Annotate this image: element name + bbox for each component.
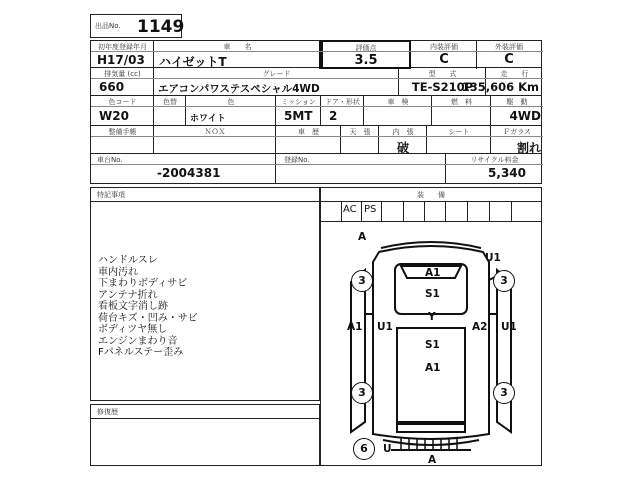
score-label: 評価点 <box>355 44 377 52</box>
row-3 <box>90 96 542 126</box>
doors-label: ドア・形状 <box>325 98 360 106</box>
tire-front-right: 3 <box>493 270 515 292</box>
mark-bed-rear: A1 <box>425 362 441 374</box>
displacement: 660 <box>99 80 125 94</box>
drive-label: 駆 動 <box>506 98 528 106</box>
mark-cab-front: A1 <box>425 267 441 279</box>
mark-center: Y <box>428 311 436 323</box>
color: ホワイト <box>190 114 226 124</box>
mark-front: A <box>358 231 367 243</box>
glass: 割れ <box>516 141 541 155</box>
recycle-label: リサイクル料金 <box>470 156 519 164</box>
mark-cab-mid: S1 <box>425 288 440 300</box>
equipment-section <box>320 187 542 466</box>
roof-label: 天 張 <box>349 128 371 136</box>
equipment-grid <box>321 201 541 221</box>
mileage: 135,606 Km <box>461 80 539 94</box>
mission: 5MT <box>284 109 313 123</box>
notes-label: 特記事項 <box>97 191 125 199</box>
row-2 <box>90 68 542 96</box>
grade-label: グレード <box>262 70 291 78</box>
equipment-ac: AC <box>343 204 357 215</box>
color-change-label: 色替 <box>163 98 177 106</box>
model-label: 車 名 <box>223 43 252 51</box>
interior-trim: 破 <box>396 141 409 155</box>
note-item: アンテナ折れ <box>98 289 158 301</box>
lot-number-label: 出品No. <box>95 22 121 30</box>
seat-label: シート <box>448 128 470 136</box>
type-label: 型 式 <box>428 70 457 78</box>
mark-bed-mid: S1 <box>425 339 440 351</box>
repair-section <box>90 404 320 466</box>
displacement-label: 排気量 (cc) <box>104 70 141 78</box>
note-item: Fパネルステー歪み <box>98 347 184 358</box>
tire-front-left: 3 <box>351 270 373 292</box>
note-item: 荷台キズ・凹み・サビ <box>98 312 198 324</box>
mark-left-side-2: U1 <box>377 321 393 333</box>
interior-grade: C <box>439 52 449 67</box>
lot-number-box <box>90 14 185 38</box>
mark-left-side: A1 <box>347 321 363 333</box>
history-label: 車 歴 <box>298 128 319 136</box>
tire-rear-left: 3 <box>351 382 373 404</box>
nox-label: ＮＯＸ <box>204 128 226 136</box>
registration-label: 登録No. <box>284 156 310 164</box>
maintenance-label: 整備手帳 <box>108 128 137 136</box>
equipment-ps: PS <box>364 204 377 215</box>
mark-rear-left: U <box>383 443 392 455</box>
note-item: 下まわりボディサビ <box>98 278 188 289</box>
color-code: W20 <box>99 109 129 123</box>
mission-label: ミッション <box>281 98 316 106</box>
lot-number: 1149 <box>137 17 185 37</box>
drive: 4WD <box>509 109 541 123</box>
mark-right-side: A2 <box>472 321 488 333</box>
recycle-fee: 5,340 <box>488 166 526 180</box>
note-item: エンジンまわり音 <box>98 335 178 347</box>
row-4 <box>90 126 542 154</box>
color-code-label: 色コード <box>108 98 137 106</box>
grade: エアコンパワステスペシャル4WD <box>158 83 320 95</box>
interior-grade-label: 内装評価 <box>430 43 458 51</box>
color-label: 色 <box>227 98 235 106</box>
doors: 2 <box>329 109 338 123</box>
equipment-label: 装 備 <box>417 191 445 199</box>
inspection-label: 車 検 <box>387 98 409 106</box>
notes-section <box>90 187 320 401</box>
mark-rear: A <box>428 454 437 466</box>
exterior-grade: C <box>504 52 514 67</box>
repair-label: 修復歴 <box>97 408 118 416</box>
spare-tire: 6 <box>353 438 375 460</box>
year-label: 初年度登録年月 <box>98 43 147 51</box>
first-registration: H17/03 <box>97 53 145 67</box>
tire-rear-right: 3 <box>493 382 515 404</box>
note-item: ボディツヤ無し <box>98 324 168 335</box>
chassis-number: -2004381 <box>157 166 221 180</box>
fuel-label: 燃 料 <box>451 98 472 106</box>
glass-label: Ｆガラス <box>503 128 531 136</box>
mark-top-right: U1 <box>485 252 501 264</box>
evaluation-score: 3.5 <box>354 53 378 68</box>
mark-right-side-2: U1 <box>501 321 517 333</box>
row-1 <box>90 40 542 68</box>
mileage-label: 走 行 <box>500 70 529 78</box>
note-item: ハンドルスレ <box>98 255 158 266</box>
note-item: 看板文字消し跡 <box>98 301 168 312</box>
model-name: ハイゼットT <box>159 55 227 69</box>
row-5 <box>90 154 542 184</box>
exterior-grade-label: 外装評価 <box>495 43 523 51</box>
notes-list <box>98 255 198 359</box>
interior-trim-label: 内 張 <box>392 128 414 136</box>
chassis-label: 車台No. <box>97 156 123 164</box>
note-item: 車内汚れ <box>98 266 138 278</box>
model-type: TE-S210P <box>411 80 474 94</box>
